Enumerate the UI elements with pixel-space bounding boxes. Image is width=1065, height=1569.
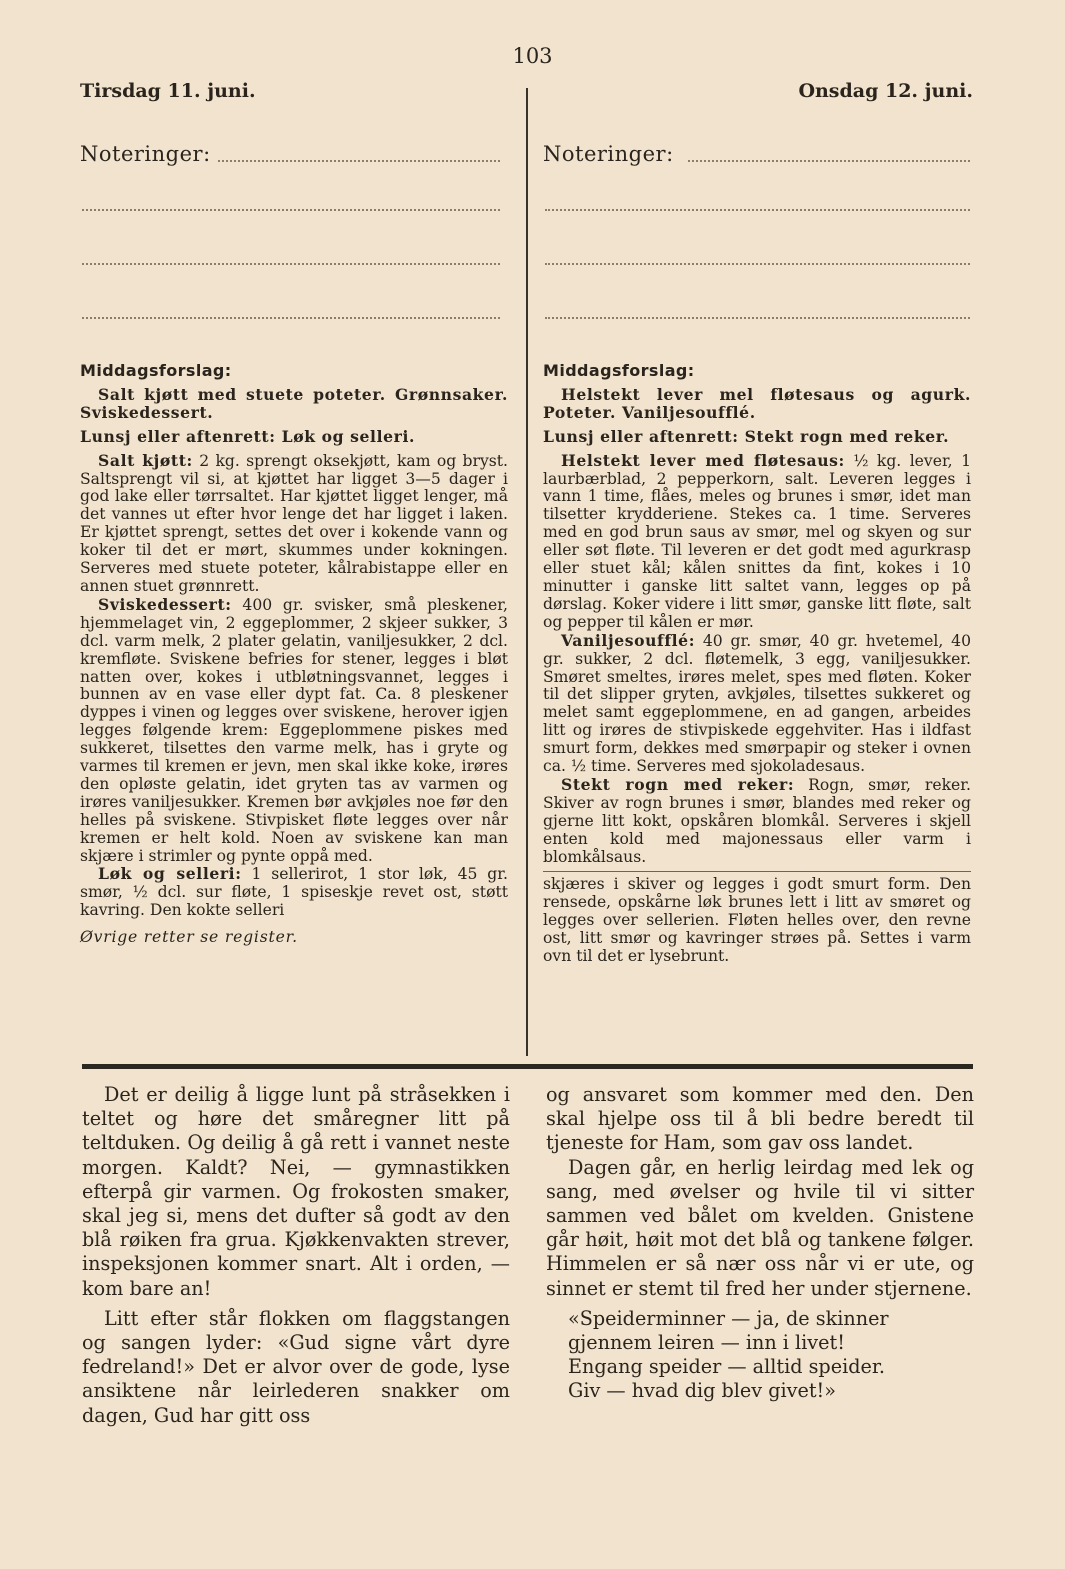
story-paragraph: Litt efter står flokken om flaggstangen og sangen lyder: «Gud signe vårt dyre fedreland!» Det er alvor over de gode, lyse ansiktene når leirlederen snakker om dagen, Gud har gitt oss [82,1306,510,1427]
recipe-paragraph [80,865,508,920]
recipe-text: ½ kg. lever, 1 laurbærblad, 2 pepperkorn, salt. Leveren legges i vann 1 time, flåes, meles og brunes i smør, idet man tilsetter krydderiene. Stekes ca. 1 time. Serveres med en god brun saus av smør, mel og skyen og sur eller søt fløte. Til leveren er det godt med agurkrasp eller stuet kål; kålen snittes da fint, kokes i 10 minutter i ganske litt saltet vann, legges op på dørslag. Koker videre i litt smør, ganske litt fløte, salt og pepper til kålen er mør. [543,451,971,631]
left-notes-label: Noteringer: [80,142,211,166]
recipe-text: 400 gr. svisker, små pleskener, hjemmelaget vin, 2 eggeplommer, 2 skjeer sukker, 3 dcl. varm melk, 2 plater gelatin, vaniljesukker, 2 dcl. kremfløte. Sviskene befries for stener, legges i bløt natten over, kokes i utbløtningsvannet, legges i bunnen av en vase eller dypt fat. Ca. 8 pleskener dyppes i vinen og legges over sviskene, herover igjen legges følgende krem: Eggeplommene piskes med sukkeret, tilsettes den varme melk, has i gryte og varmes til kremen er jevn, men skal ikke koke, irøres den opløste gelatin, idet gryten tas av varmen og irøres vaniljesukker. Kremen bør avkjøles noe før den helles på sviskene. Stivpisket fløte legges over når kremen er helt kold. Noen av sviskene kan man skjære i strimler og pynte oppå med. [80,595,508,865]
right-day-heading: Onsdag 12. juni. [798,80,973,102]
right-notes-line [545,263,970,265]
story-paragraph: og ansvaret som kommer med den. Den skal hjelpe oss til å bli bedre beredt til tjeneste for Ham, som gav oss landet. [546,1083,974,1155]
story-right-column [546,1083,974,1404]
left-day-heading: Tirsdag 11. juni. [80,80,256,102]
section-rule [82,1064,973,1069]
right-menu-label: Middagsforslag: [543,361,695,380]
column-divider [526,88,528,1056]
poem-line: Giv — hvad dig blev givet!» [568,1379,836,1403]
continuation-divider [543,871,971,872]
left-notes-line [82,209,500,211]
page-number: 103 [512,44,553,68]
recipe-paragraph [543,452,971,632]
poem-line: gjennem leiren — inn i livet! [568,1331,845,1355]
left-recipe-column [80,362,508,947]
right-recipe-column [543,362,971,966]
poem-line: «Speiderminner — ja, de skinner [568,1306,889,1330]
right-menu: Helstekt lever mel fløtesaus og agurk. Poteter. Vaniljesoufflé. [543,384,971,422]
left-notes-line [82,317,500,319]
left-menu-label: Middagsforslag: [80,361,232,380]
right-notes-label: Noteringer: [543,142,674,166]
right-lunch: Lunsj eller aftenrett: Stekt rogn med reker. [543,426,950,446]
recipe-text: 40 gr. smør, 40 gr. hvetemel, 40 gr. sukker, 2 dcl. fløtemelk, 3 egg, vaniljesukker. Smøret smeltes, irøres melet, spes med fløten. Koker til det slipper gryten, avkjøles, tilsettes sukkeret og melet samt eggeplommene, en ad gangen, arbeides litt og irøres de stivpiskede eggehviter. Has i ildfast smurt form, dekkes med smørpapir og steker i ovnen ca. ½ time. Serveres med sjokoladesaus. [543,631,971,776]
recipe-title: Sviskedessert: [98,594,232,614]
story-paragraph: Det er deilig å ligge lunt på stråsekken i teltet og høre det småregner litt på teltduken. Og deilig å gå rett i vannet neste morgen. Kaldt? Nei, — gymnastikken efterpå gir varmen. Og frokosten smaker, skal jeg si, mens det dufter så godt av den blå røiken fra grua. Kjøkkenvakten strever, inspeksjonen kommer snart. Alt i orden, — kom bare an! [82,1083,510,1300]
recipe-title: Salt kjøtt: [98,450,193,470]
recipe-paragraph [80,596,508,866]
poem-line: Engang speider — alltid speider. [568,1355,886,1379]
recipe-paragraph [543,632,971,776]
left-menu: Salt kjøtt med stuete poteter. Grønnsaker. Sviskedessert. [80,384,508,422]
left-footer-note: Øvrige retter se register. [80,928,298,947]
left-notes-line [82,263,500,265]
recipe-title: Løk og selleri: [98,864,242,884]
recipe-text: 2 kg. sprengt oksekjøtt, kam og bryst. Saltsprengt vil si, at kjøttet har ligget 3—5 dager i god lake eller tørrsaltet. Har kjøttet ligget lenger, må det vannes ut efter hvor lenge det har ligget i laken. Er kjøttet sprengt, settes det over i kokende vann og koker til det er mørt, skummes under kokningen. Serveres med stuete poteter, kålrabistappe eller en annen stuet grønnrett. [80,451,508,595]
recipe-title: Vaniljesoufflé: [561,630,696,650]
recipe-paragraph [543,776,971,867]
left-lunch: Lunsj eller aftenrett: Løk og selleri. [80,426,415,446]
right-notes-line [688,160,970,162]
recipe-title: Stekt rogn med reker: [561,774,795,794]
right-notes-line [545,209,970,211]
story-paragraph: Dagen går, en herlig leirdag med lek og sang, med øvelser og hvile til vi sitter sammen ved bålet om kvelden. Gnistene går høit, høit mot det blå og tankene følger. Himmelen er så nær oss når vi er ute, og sinnet er stemt til fred her under stjernene. [546,1155,974,1300]
right-notes-line [545,317,970,319]
story-left-column [82,1083,510,1428]
recipe-title: Helstekt lever med fløtesaus: [561,450,845,470]
left-notes-line [218,160,500,162]
continuation-text: skjæres i skiver og legges i godt smurt form. Den rensede, opskårne løk brunes lett i litt av smøret og legges over sellerien. Fløten helles over, den revne ost, litt smør og kavringer strøes på. Settes i varm ovn til det er lysebrunt. [543,875,971,966]
recipe-text: 1 sellerirot, 1 stor løk, 45 gr. smør, ½ dcl. sur fløte, 1 spiseskje revet ost, støtt kavring. Den kokte selleri [80,865,508,920]
recipe-paragraph [80,452,508,596]
recipe-text: Rogn, smør, reker. Skiver av rogn brunes i smør, blandes med reker og gjerne litt kokt, opskåren blomkål. Serveres i skjell enten kold med majonessaus eller varm i blomkålsaus. [543,775,971,866]
